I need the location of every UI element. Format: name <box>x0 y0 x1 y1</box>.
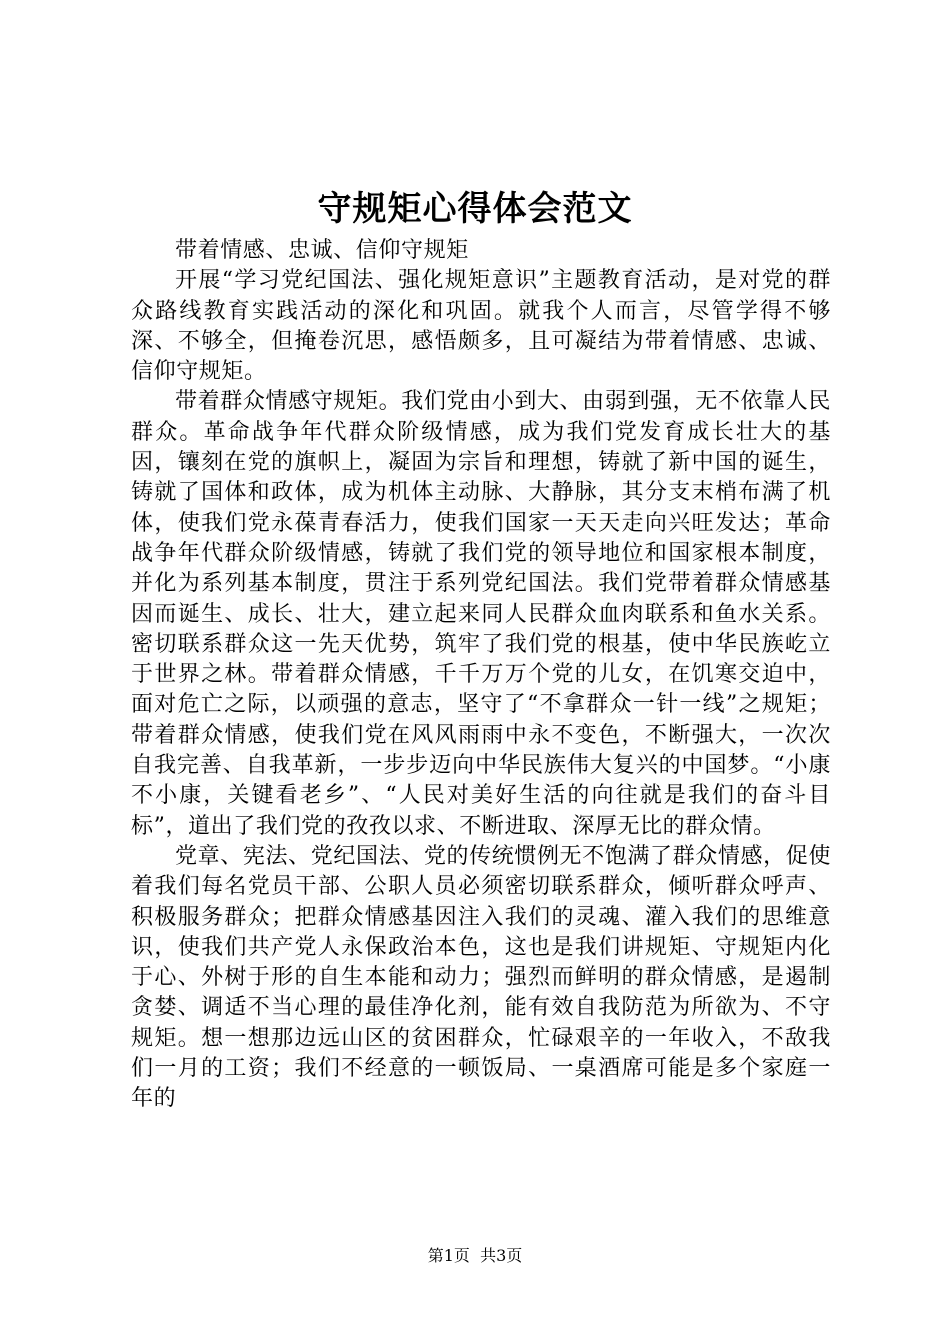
body-paragraph-2: 带着群众情感守规矩。我们党由小到大、由弱到强，无不依靠人民群众。革命战争年代群众阶级情感，成为我们党发育成长壮大的基因，镶刻在党的旗帜上，凝固为宗旨和理想，铸就了新中国的诞生，铸就了国体和政体，成为机体主动脉、大静脉，其分支末梢布满了机体，使我们党永葆青春活力，使我们国家一天天走向兴旺发达；革命战争年代群众阶级情感，铸就了我们党的领导地位和国家根本制度，并化为系列基本制度，贯注于系列党纪国法。我们党带着群众情感基因而诞生、成长、壮大，建立起来同人民群众血肉联系和鱼水关系。密切联系群众这一先天优势，筑牢了我们党的根基，使中华民族屹立于世界之林。带着群众情感，千千万万个党的儿女，在饥寒交迫中，面对危亡之际，以顽强的意志，坚守了“不拿群众一针一线”之规矩；带着群众情感，使我们党在风风雨雨中永不变色，不断强大，一次次自我完善、自我革新，一步步迈向中华民族伟大复兴的中国梦。“小康不小康，关键看老乡”、“人民对美好生活的向往就是我们的奋斗目标”，道出了我们党的孜孜以求、不断进取、深厚无比的群众情。 <box>131 389 831 839</box>
page-number: 第1页 共3页 <box>427 1246 523 1265</box>
body-paragraph-1: 开展“学习党纪国法、强化规矩意识”主题教育活动，是对党的群众路线教育实践活动的深化和巩固。就我个人而言，尽管学得不够深、不够全，但掩卷沉思，感悟颇多，且可凝结为带着情感、忠诚、信仰守规矩。 <box>131 268 831 385</box>
document-body <box>131 236 831 1115</box>
body-paragraph-3: 党章、宪法、党纪国法、党的传统惯例无不饱满了群众情感，促使着我们每名党员干部、公职人员必须密切联系群众，倾听群众呼声、积极服务群众；把群众情感基因注入我们的灵魂、灌入我们的思维意识，使我们共产党人永保政治本色，这也是我们讲规矩、守规矩内化于心、外树于形的自生本能和动力；强烈而鲜明的群众情感，是遏制贪婪、调适不当心理的最佳净化剂，能有效自我防范为所欲为、不守规矩。想一想那边远山区的贫困群众，忙碌艰辛的一年收入，不敌我们一月的工资；我们不经意的一顿饭局、一桌酒席可能是多个家庭一年的 <box>131 843 831 1112</box>
subtitle-paragraph: 带着情感、忠诚、信仰守规矩 <box>175 238 469 263</box>
document-title: 守规矩心得体会范文 <box>317 189 633 229</box>
page-footer <box>0 1245 950 1267</box>
